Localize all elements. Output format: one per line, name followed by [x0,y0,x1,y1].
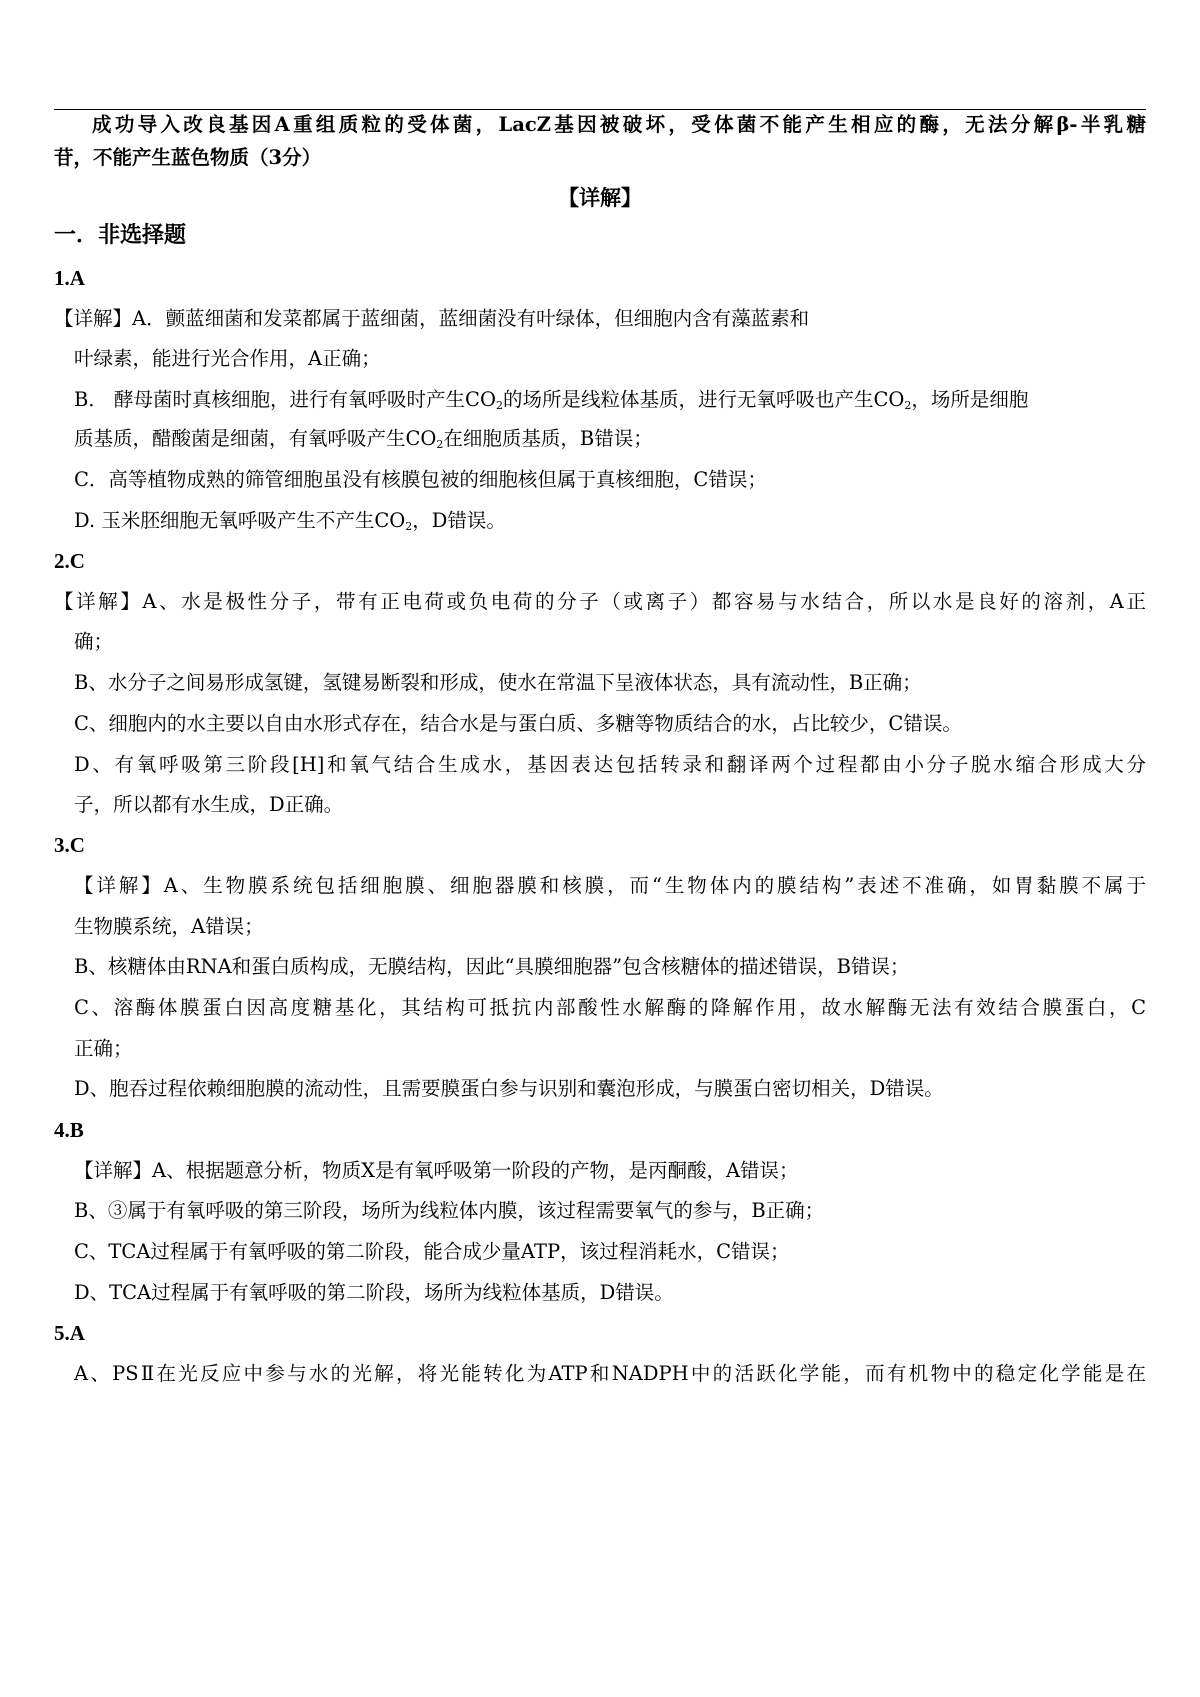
answer-number-5: 5.A [54,1321,85,1345]
answer-number-3: 3.C [54,833,85,857]
q1-line-1: 【详解】A．颤蓝细菌和发菜都属于蓝细菌，蓝细菌没有叶绿体，但细胞内含有藻蓝素和 [54,307,810,330]
q4-line-2: B、③属于有氧呼吸的第三阶段，场所为线粒体内膜，该过程需要氧气的参与，B正确； [74,1199,825,1222]
q5-line-1: A、PSⅡ在光反应中参与水的光解，将光能转化为ATP和NADPH中的活跃化学能，而有机物中的稳定化学能是在 [74,1362,1146,1385]
explanation-heading: 【详解】 [558,185,642,210]
q2-line-3: B、水分子之间易形成氢键，氢键易断裂和形成，使水在常温下呈液体状态，具有流动性，B正确； [74,671,922,694]
answer-number-2: 2.C [54,549,85,573]
q1-line-4: 质基质，醋酸菌是细菌，有氧呼吸产生$CO_2$在细胞质基质，B错误； [74,427,653,451]
q4-line-3: C、TCA过程属于有氧呼吸的第二阶段，能合成少量ATP，该过程消耗水，C错误； [74,1240,790,1263]
q4-line-4: D、TCA过程属于有氧呼吸的第二阶段，场所为线粒体基质，D错误。 [74,1281,674,1304]
q3-line-5: 正确； [74,1037,133,1060]
section-title: 一．非选择题 [54,222,187,248]
q3-line-3: B、核糖体由RNA和蛋白质构成，无膜结构，因此“具膜细胞器”包含核糖体的描述错误，B错误； [74,955,910,978]
q1-line-3: B． 酵母菌时真核细胞，进行有氧呼吸时产生$CO_2$的场所是线粒体基质，进行无氧呼吸也产生$CO_2$，场所是细胞 [74,388,1029,412]
q1-line-5: C．高等植物成熟的筛管细胞虽没有核膜包被的细胞核但属于真核细胞，C错误； [74,468,767,491]
q3-line-6: D、胞吞过程依赖细胞膜的流动性，且需要膜蛋白参与识别和囊泡形成，与膜蛋白密切相关，D错误。 [74,1077,944,1100]
q4-line-1: 【详解】A、根据题意分析，物质X是有氧呼吸第一阶段的产物，是丙酮酸，A错误； [74,1159,799,1182]
q2-line-2: 确； [74,630,114,653]
q3-line-1: 【详解】A、生物膜系统包括细胞膜、细胞器膜和核膜，而“生物体内的膜结构”表述不准确，如胃黏膜不属于 [74,874,1146,897]
q3-line-2: 生物膜系统，A错误； [74,915,264,938]
answer-number-4: 4.B [54,1118,84,1142]
intro-line-1: 成功导入改良基因A重组质粒的受体菌，LacZ基因被破坏，受体菌不能产生相应的酶，无法分解β-半乳糖 [92,113,1146,136]
q2-line-5: D、有氧呼吸第三阶段[H]和氧气结合生成水，基因表达包括转录和翻译两个过程都由小分子脱水缩合形成大分 [74,753,1146,776]
q2-line-1: 【详解】A、水是极性分子，带有正电荷或负电荷的分子（或离子）都容易与水结合，所以水是良好的溶剂，A正 [54,590,1146,613]
q2-line-6: 子，所以都有水生成，D正确。 [74,793,344,816]
answer-number-1: 1.A [54,266,85,290]
q1-line-6: D. 玉米胚细胞无氧呼吸产生不产生$CO_2$，D错误。 [74,509,506,533]
q3-line-4: C、溶酶体膜蛋白因高度糖基化，其结构可抵抗内部酸性水解酶的降解作用，故水解酶无法有效结合膜蛋白，C [74,996,1146,1019]
q2-line-4: C、细胞内的水主要以自由水形式存在，结合水是与蛋白质、多糖等物质结合的水，占比较少，C错误。 [74,712,962,735]
q1-line-2: 叶绿素，能进行光合作用，A正确； [74,347,381,370]
intro-line-2: 苷，不能产生蓝色物质（3分） [54,146,322,169]
